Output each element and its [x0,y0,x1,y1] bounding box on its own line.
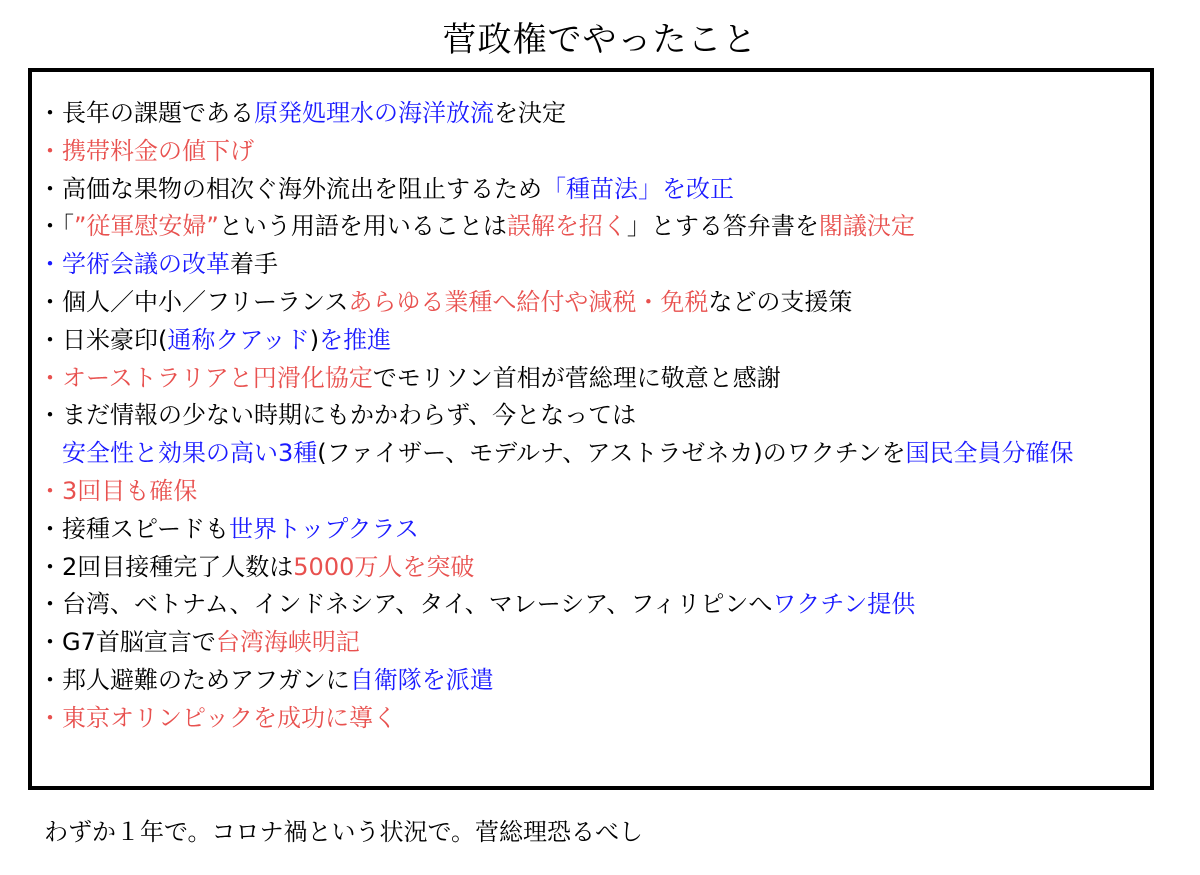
list-item-text: ・邦人避難のためアフガンに [38,665,350,694]
list-item [38,360,1148,398]
footer-caption: わずか１年で。コロナ禍という状況で。菅総理恐るべし [44,818,644,846]
list-item-text: 世界トップクラス [229,514,419,543]
achievement-list [38,95,1148,738]
list-item-text: 原発処理水の海洋放流 [254,99,494,127]
page-title: 菅政権でやったこと [442,20,758,60]
list-item-text: ・オーストラリアと円滑化協定 [38,363,373,392]
list-item-text: 誤解を招く [506,212,627,241]
list-item [38,95,1148,133]
list-item-text: ・まだ情報の少ない時期にもかかわらず、今となっては [38,401,637,430]
list-item-text: (ファイザー、モデルナ、アストラゼネカ)のワクチンを [317,439,906,468]
list-item-text: 「種苗法」を改正 [542,174,734,203]
list-item-text: 」とする答弁書を [626,212,819,241]
list-item-text: ・長年の課題である [38,99,254,127]
list-item-text: ・日米豪印( [38,325,168,354]
list-item-text: ・台湾、ベトナム、インドネシア、タイ、マレーシア、フィリピンへ [38,590,773,619]
list-item [38,171,1148,209]
list-item [38,700,1148,738]
list-item-text: を決定 [494,99,566,127]
list-item-text: を推進 [319,325,392,354]
list-item [38,435,1148,473]
list-item [38,586,1148,624]
list-item [38,208,1148,246]
list-item-text: という用語を用いることは [218,212,507,241]
list-item [38,322,1148,360]
list-item-text: ・東京オリンピックを成功に導く [38,703,398,732]
list-item [38,624,1148,662]
list-item-text: ・G7首脳宣言で [38,628,216,657]
list-item [38,662,1148,700]
list-item [38,133,1148,171]
list-item-text: 着手 [230,250,278,279]
list-item [38,473,1148,511]
list-item-text: ・「 [38,212,74,241]
list-item-text: ・個人／中小／フリーランス [38,287,349,316]
list-item-text: でモリソン首相が菅総理に敬意と感謝 [372,363,781,392]
list-item [38,246,1148,284]
list-item-text: 5000万人を突破 [293,552,475,581]
list-item [38,284,1148,322]
list-item-text: ”従軍慰安婦” [74,212,219,241]
list-item-text: 安全性と効果の高い3種 [38,439,318,468]
list-item-text: ・高価な果物の相次ぐ海外流出を阻止するため [38,174,542,203]
list-item [38,511,1148,549]
list-item-text: ・2回目接種完了人数は [38,552,294,581]
list-item-text: ワクチン提供 [772,590,916,619]
list-item-text: ・接種スピードも [38,514,230,543]
list-item-text: ・学術会議の改革 [38,250,230,279]
list-item-text: ・3回目も確保 [38,476,198,505]
list-item-text: 台湾海峡明記 [215,628,360,657]
list-item-text: ) [309,325,320,354]
list-item-text: 閣議決定 [818,212,915,241]
list-item-text: 国民全員分確保 [905,439,1074,468]
list-item-text: ・携帯料金の値下げ [38,136,254,165]
list-item-text: 自衛隊を派遣 [349,665,494,694]
list-item-text: などの支援策 [708,287,853,316]
list-item [38,397,1148,435]
list-item [38,549,1148,587]
list-item-text: 通称クアッド [167,325,310,354]
list-item-text: あらゆる業種へ給付や減税・免税 [348,287,709,316]
